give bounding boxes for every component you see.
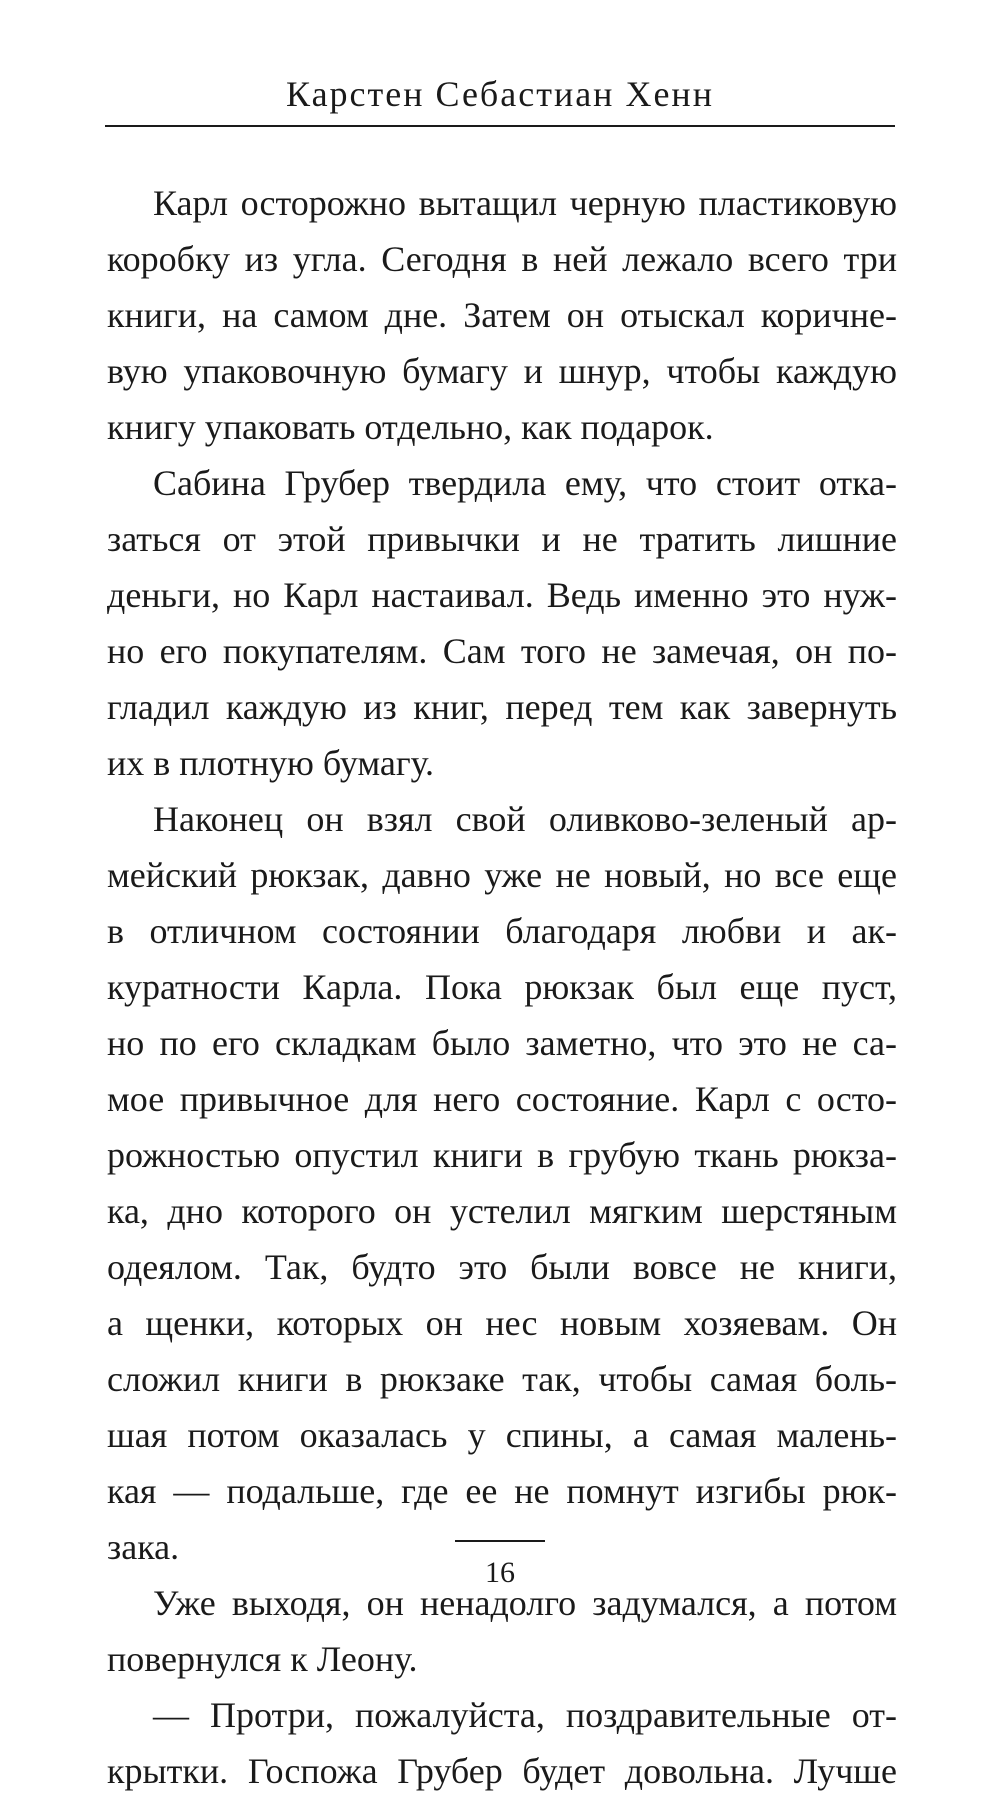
text-line: ка, дно которого он устелил мягким шерстяным [107,1191,897,1231]
paragraph-2 [107,455,897,791]
text-line: сложил книги в рюкзаке так, чтобы самая боль- [107,1359,897,1399]
text-line: Уже выходя, он ненадолго задумался, а потом [153,1583,897,1623]
header-rule [105,125,895,127]
page-number: 16 [485,1556,515,1589]
paragraph-5-dialogue [107,1687,897,1799]
text-line: их в плотную бумагу. [107,743,435,783]
footer-rule [455,1540,545,1542]
text-line: но по его складкам было заметно, что это не са- [107,1023,897,1063]
text-line: вую упаковочную бумагу и шнур, чтобы каждую [107,351,897,391]
text-line: повернулся к Леону. [107,1639,418,1679]
text-line: а щенки, которых он нес новым хозяевам. Он [107,1303,897,1343]
text-line: рожностью опустил книги в грубую ткань рюкза- [107,1135,897,1175]
paragraph-3 [107,791,897,1575]
text-line: мое привычное для него состояние. Карл с осто- [107,1079,897,1119]
text-line: зака. [107,1527,180,1567]
text-line: деньги, но Карл настаивал. Ведь именно это нуж- [107,575,897,615]
text-line: крытки. Госпожа Грубер будет довольна. Лучше [107,1751,897,1791]
text-line: в отличном состоянии благодаря любви и ак- [107,911,897,951]
text-line: книгу упаковать отдельно, как подарок. [107,407,714,447]
text-line: но его покупателям. Сам того не замечая, он по- [107,631,897,671]
text-line: заться от этой привычки и не тратить лишние [107,519,897,559]
text-line: куратности Карла. Пока рюкзак был еще пуст, [107,967,897,1007]
text-line: гладил каждую из книг, перед тем как завернуть [107,687,897,727]
text-line: кая — подальше, где ее не помнут изгибы рюк- [107,1471,897,1511]
text-line: шая потом оказалась у спины, а самая малень- [107,1415,897,1455]
text-line: мейский рюкзак, давно уже не новый, но все еще [107,855,897,895]
text-line: коробку из угла. Сегодня в ней лежало всего три [107,239,897,279]
text-line: — Протри, пожалуйста, поздравительные от- [153,1695,897,1735]
text-line: книги, на самом дне. Затем он отыскал коричне- [107,295,897,335]
paragraph-1 [107,175,897,455]
running-header-author: Карстен Себастиан Хенн [286,74,714,114]
text-line: Карл осторожно вытащил черную пластиковую [153,183,897,223]
text-line: Сабина Грубер твердила ему, что стоит отка- [153,463,897,503]
text-line: Наконец он взял свой оливково-зеленый ар- [153,799,897,839]
text-line: одеялом. Так, будто это были вовсе не книги, [107,1247,897,1287]
